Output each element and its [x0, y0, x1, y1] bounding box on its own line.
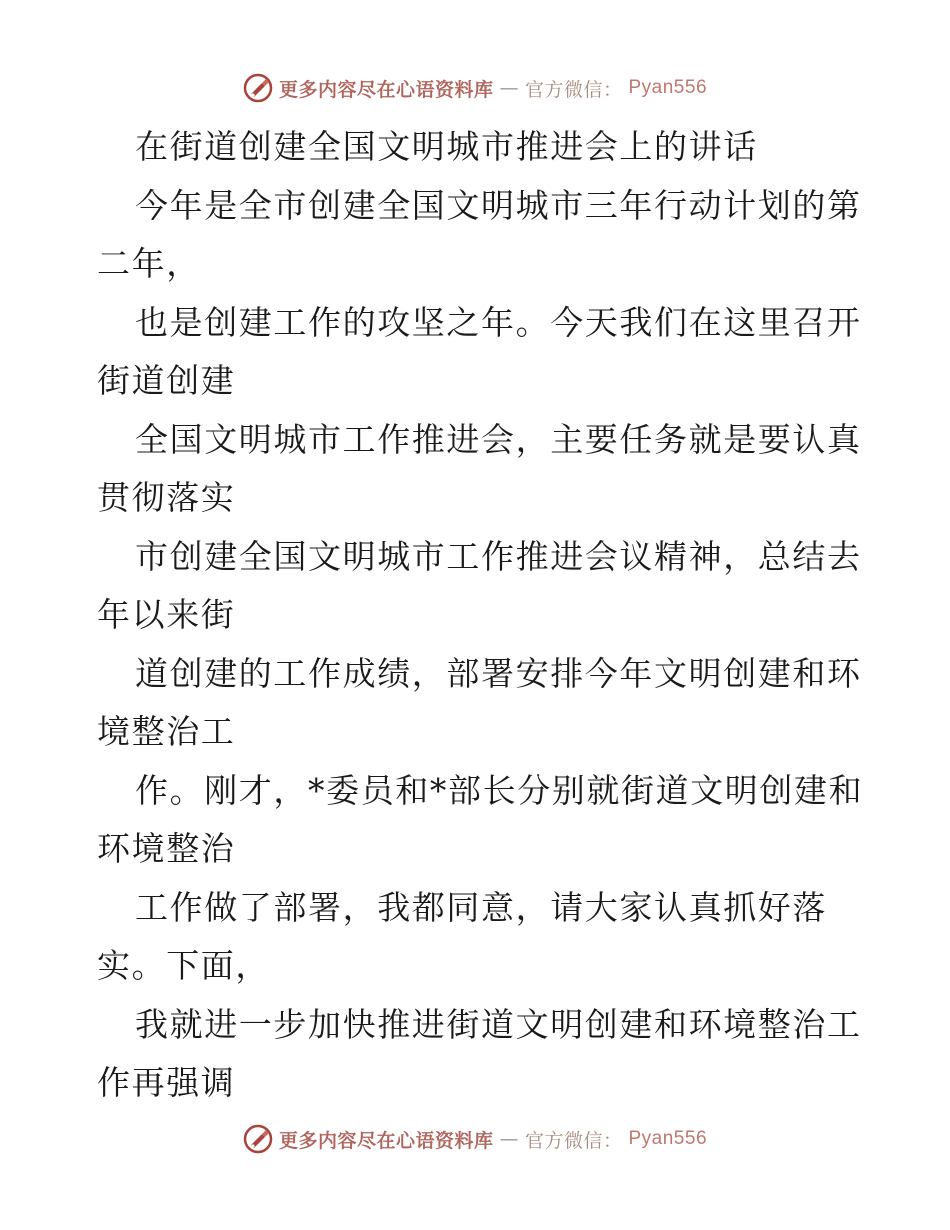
watermark-dash: — [499, 77, 519, 99]
paragraph-line: 也是创建工作的攻坚之年。今天我们在这里召开 [135, 302, 862, 342]
paragraph-line: 作。刚才，*委员和*部长分别就街道文明创建和 [135, 770, 864, 810]
watermark-wechat-label: 官方微信： [524, 1129, 623, 1152]
paragraph-line: 贯彻落实 [97, 478, 236, 517]
header-watermark [0, 73, 950, 103]
document-title: 在街道创建全国文明城市推进会上的讲话 [135, 127, 758, 166]
document-body [97, 118, 864, 1113]
paragraph-line: 道创建的工作成绩，部署安排今年文明创建和环 [135, 653, 862, 693]
watermark-wechat-label: 官方微信： [524, 78, 623, 101]
watermark-main-text: 更多内容尽在心语资料库 [278, 1129, 494, 1152]
watermark-dash: — [499, 1128, 519, 1150]
paragraph-line: 全国文明城市工作推进会，主要任务就是要认真 [135, 419, 862, 459]
watermark-wechat-id: Pyan556 [628, 1128, 708, 1149]
paragraph-line: 市创建全国文明城市工作推进会议精神，总结去 [135, 536, 862, 576]
paragraph-line: 工作做了部署，我都同意，请大家认真抓好落 [135, 887, 827, 927]
paragraph-line: 实。下面， [97, 946, 270, 985]
paragraph-line: 环境整治 [97, 829, 236, 868]
paragraph-line: 今年是全市创建全国文明城市三年行动计划的第 [135, 185, 862, 225]
footer-watermark [0, 1124, 950, 1154]
paragraph-line: 我就进一步加快推进街道文明创建和环境整治工 [135, 1004, 862, 1044]
watermark-main-text: 更多内容尽在心语资料库 [278, 78, 494, 101]
watermark-wechat-id: Pyan556 [628, 77, 708, 98]
paragraph-line: 作再强调 [97, 1063, 236, 1102]
paragraph-line: 二年， [97, 244, 201, 283]
paragraph-line: 年以来街 [97, 595, 236, 634]
pen-logo-icon [243, 1124, 273, 1154]
paragraph-line: 境整治工 [97, 712, 236, 751]
paragraph-line: 街道创建 [97, 361, 236, 400]
pen-logo-icon [243, 73, 273, 103]
